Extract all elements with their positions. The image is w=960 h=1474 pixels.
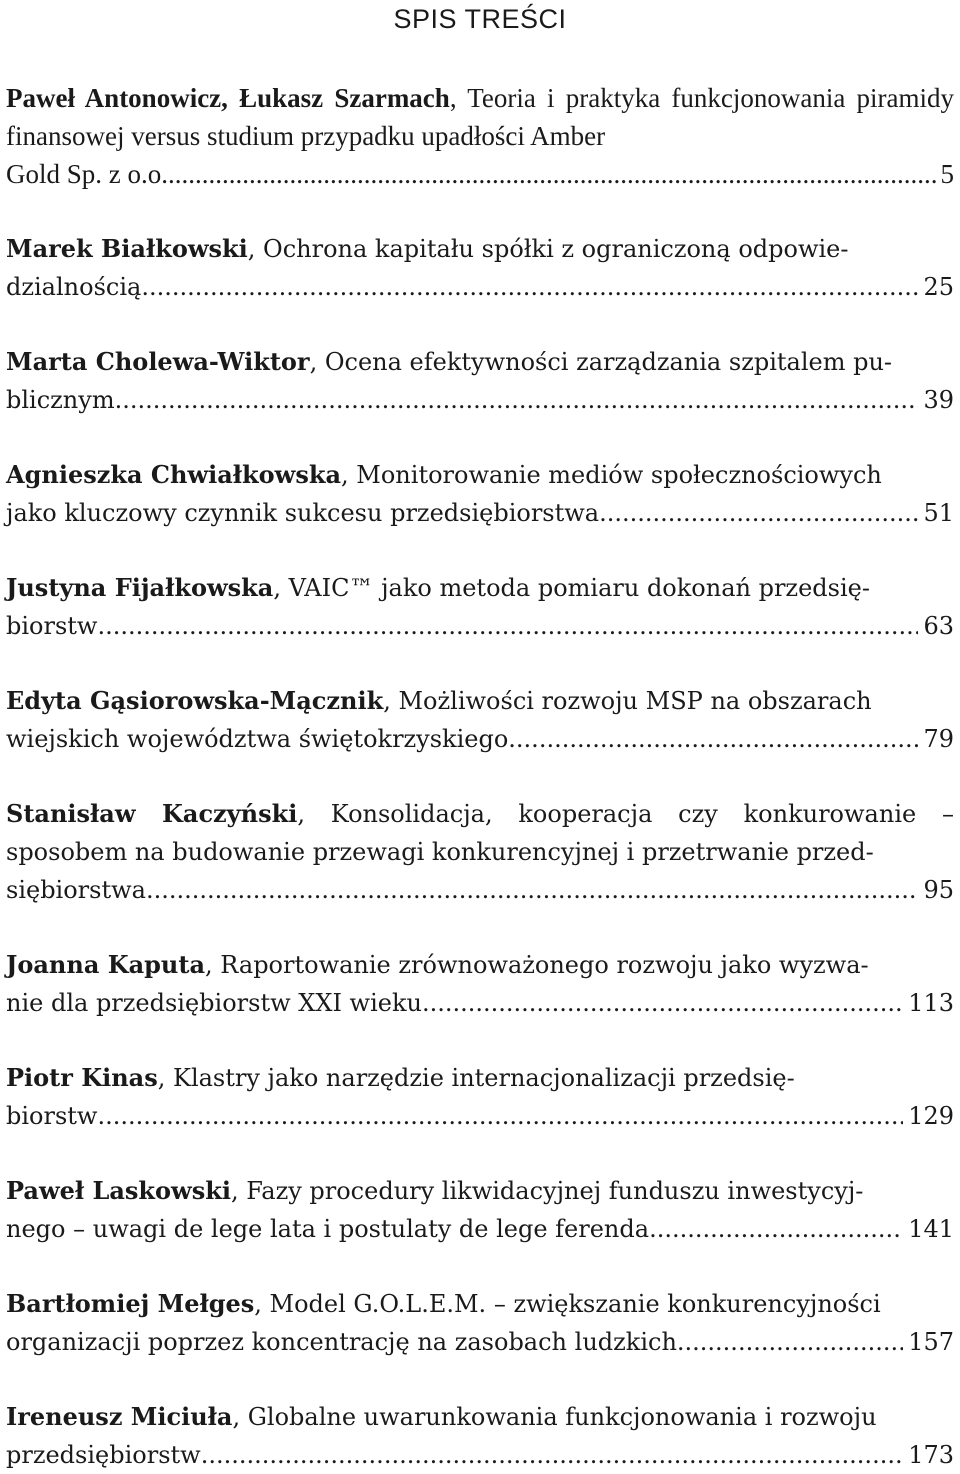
page-number: 5 xyxy=(940,159,954,189)
toc-entry: Stanisław Kaczyński, Konsolidacja, kooperacja czy konkurowanie – sposobem na budowanie przewagi konkurencyjnej i przetrwanie przed- siębiorstwa ..... 95 xyxy=(6,795,954,909)
entry-title: Model G.O.L.E.M. – zwiększanie konkurencyjności xyxy=(269,1290,881,1318)
page-number: 63 xyxy=(923,612,954,640)
page-title: SPIS TREŚCI xyxy=(393,4,567,34)
entry-title-end: jako kluczowy czynnik sukcesu przedsiębiorstwa xyxy=(6,499,600,527)
entry-author: Justyna Fijałkowska xyxy=(6,573,274,602)
table-of-contents xyxy=(6,79,954,1474)
entry-title-end: organizacji poprzez koncentrację na zasobach ludzkich xyxy=(6,1328,677,1356)
entry-title-end: wiejskich województwa świętokrzyskiego xyxy=(6,725,509,753)
entry-author: Edyta Gąsiorowska-Mącznik xyxy=(6,686,384,715)
dot-leader xyxy=(141,268,918,306)
entry-title: Konsolidacja, kooperacja czy konkurowanie – sposobem na budowanie przewagi konkurencyjnej i przetrwanie przed- xyxy=(6,800,954,866)
page-number: 51 xyxy=(923,499,954,527)
entry-title: Globalne uwarunkowania funkcjonowania i rozwoju xyxy=(247,1403,877,1431)
toc-entry: Piotr Kinas, Klastry jako narzędzie internacjonalizacji przedsię- biorstw ..... 129 xyxy=(6,1059,954,1135)
entry-author: Paweł Laskowski xyxy=(6,1176,231,1205)
entry-title-end: dzialnością xyxy=(6,273,142,301)
page-number: 113 xyxy=(908,989,954,1017)
entry-title-end: nie dla przedsiębiorstw XXI wieku xyxy=(6,989,422,1017)
dot-leader xyxy=(508,720,918,758)
dot-leader xyxy=(97,607,918,645)
entry-author: Piotr Kinas xyxy=(6,1063,158,1092)
entry-title: Ocena efektywności zarządzania szpitalem pu- xyxy=(324,348,893,376)
page-number: 141 xyxy=(908,1215,954,1243)
page-number: 157 xyxy=(908,1328,954,1356)
toc-entry: Paweł Antonowicz, Łukasz Szarmach, Teoria i praktyka funkcjonowania piramidy finansowej versus studium przypadku upadłości Amber Gold Sp. z o.o. ..... 5 xyxy=(6,79,954,193)
dot-leader xyxy=(146,871,918,909)
toc-entry: Ireneusz Miciuła, Globalne uwarunkowania funkcjonowania i rozwoju przedsiębiorstw ..... 173 xyxy=(6,1398,954,1474)
entry-author: Stanisław Kaczyński xyxy=(6,799,298,828)
dot-leader xyxy=(599,494,918,532)
toc-entry: Marta Cholewa-Wiktor, Ocena efektywności zarządzania szpitalem pu- blicznym ..... 39 xyxy=(6,343,954,419)
entry-title-end: blicznym xyxy=(6,386,115,414)
entry-title-end: przedsiębiorstw xyxy=(6,1441,201,1469)
page-number: 129 xyxy=(908,1102,954,1130)
toc-entry: Agnieszka Chwiałkowska, Monitorowanie mediów społecznościowych jako kluczowy czynnik sukcesu przedsiębiorstwa ..... 51 xyxy=(6,456,954,532)
page-number: 25 xyxy=(923,273,954,301)
page-number: 173 xyxy=(908,1441,954,1469)
entry-title-end: siębiorstwa xyxy=(6,876,146,904)
entry-title: Raportowanie zrównoważonego rozwoju jako wyzwa- xyxy=(220,951,869,979)
dot-leader xyxy=(677,1323,903,1361)
page-number: 79 xyxy=(923,725,954,753)
entry-title: Możliwości rozwoju MSP na obszarach xyxy=(398,687,872,715)
dot-leader xyxy=(649,1210,903,1248)
toc-entry: Paweł Laskowski, Fazy procedury likwidacyjnej funduszu inwestycyj- nego – uwagi de lege lata i postulaty de lege ferenda ..... 141 xyxy=(6,1172,954,1248)
entry-author: Marta Cholewa-Wiktor xyxy=(6,347,310,376)
dot-leader xyxy=(422,984,903,1022)
page-number: 95 xyxy=(923,876,954,904)
entry-author: Marek Białkowski xyxy=(6,234,248,263)
entry-author: Paweł Antonowicz, Łukasz Szarmach xyxy=(6,83,450,113)
page-number: 39 xyxy=(923,386,954,414)
dot-leader xyxy=(97,1097,903,1135)
entry-author: Joanna Kaputa xyxy=(6,950,205,979)
entry-author: Agnieszka Chwiałkowska xyxy=(6,460,342,489)
dot-leader xyxy=(168,155,936,193)
toc-entry: Edyta Gąsiorowska-Mącznik, Możliwości rozwoju MSP na obszarach wiejskich województwa świętokrzyskiego ..... 79 xyxy=(6,682,954,758)
toc-entry: Joanna Kaputa, Raportowanie zrównoważonego rozwoju jako wyzwa- nie dla przedsiębiorstw XXI wieku ..... 113 xyxy=(6,946,954,1022)
toc-entry: Marek Białkowski, Ochrona kapitału spółki z ograniczoną odpowie- dzialnością ..... 25 xyxy=(6,230,954,306)
entry-title-end: biorstw xyxy=(6,612,98,640)
entry-title: Fazy procedury likwidacyjnej funduszu inwestycyj- xyxy=(246,1177,864,1205)
entry-title: Ochrona kapitału spółki z ograniczoną odpowie- xyxy=(263,235,849,263)
entry-title: Teoria i praktyka funkcjonowania piramidy finansowej versus studium przypadku upadłości Amber xyxy=(6,83,955,151)
entry-author: Ireneusz Miciuła xyxy=(6,1402,233,1431)
dot-leader xyxy=(115,381,919,419)
entry-title: Klastry jako narzędzie internacjonalizacji przedsię- xyxy=(173,1064,795,1092)
toc-entry: Justyna Fijałkowska, VAIC™ jako metoda pomiaru dokonań przedsię- biorstw ..... 63 xyxy=(6,569,954,645)
entry-title-end: biorstw xyxy=(6,1102,98,1130)
entry-title: VAIC™ jako metoda pomiaru dokonań przedsię- xyxy=(288,574,870,602)
entry-author: Bartłomiej Mełges xyxy=(6,1289,255,1318)
dot-leader xyxy=(201,1436,903,1474)
toc-entry: Bartłomiej Mełges, Model G.O.L.E.M. – zwiększanie konkurencyjności organizacji poprzez koncentrację na zasobach ludzkich ..... 157 xyxy=(6,1285,954,1361)
entry-title-end: Gold Sp. z o.o. xyxy=(6,159,168,189)
entry-title: Monitorowanie mediów społecznościowych xyxy=(356,461,882,489)
entry-title-end: nego – uwagi de lege lata i postulaty de lege ferenda xyxy=(6,1215,650,1243)
